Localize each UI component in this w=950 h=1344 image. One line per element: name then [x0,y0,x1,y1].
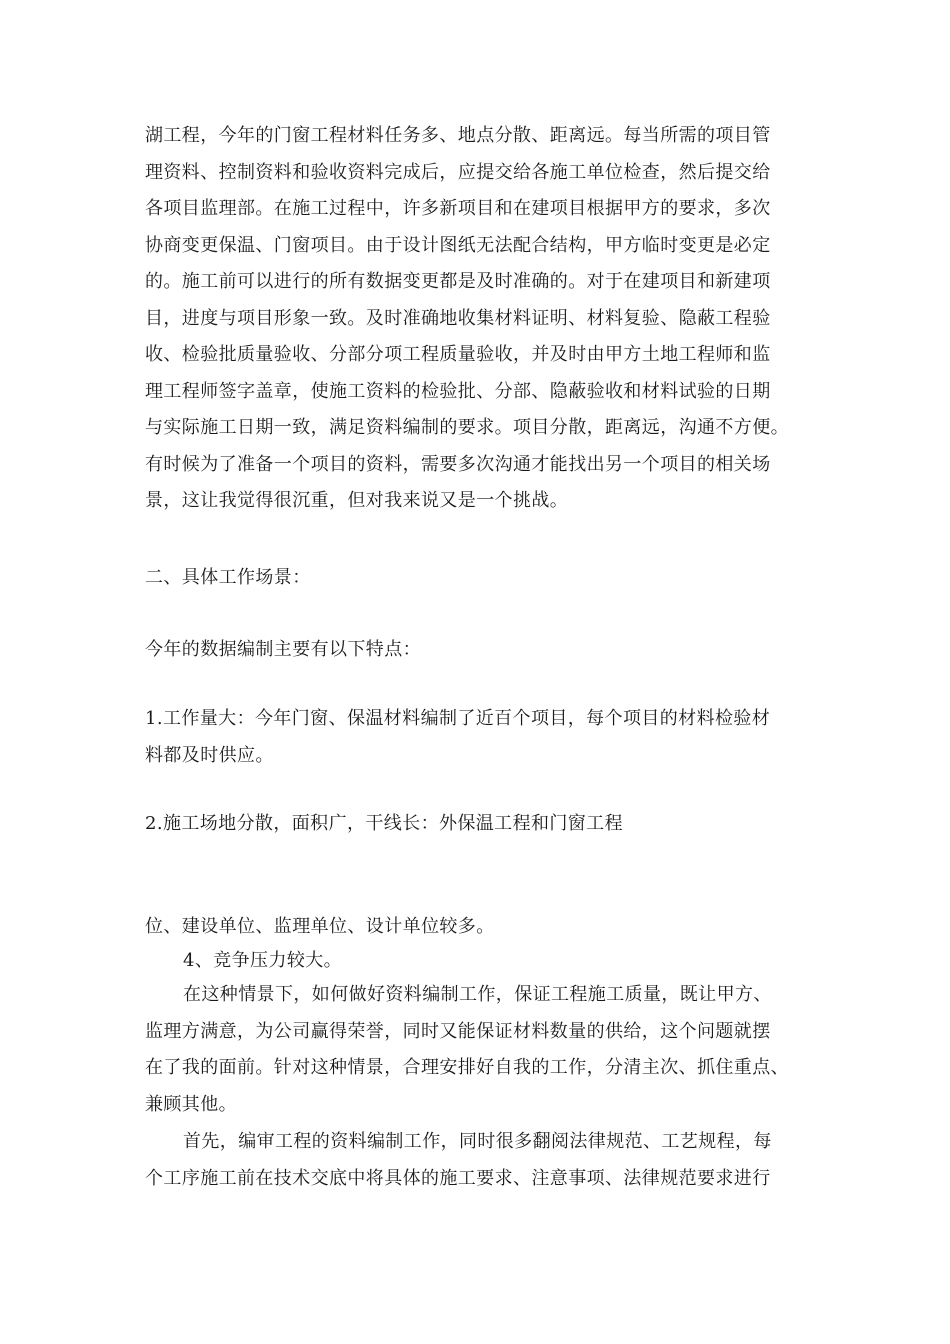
section-heading [145,560,810,597]
text-line: 4、竞争压力较大。 [183,950,343,971]
text-line: 位、建设单位、监理单位、设计单位较多。 [145,916,495,937]
text-line: 与实际施工日期一致，满足资料编制的要求。项目分散，距离远，沟通不方便。 [145,417,789,438]
text-line: 在这种情景下，如何做好资料编制工作，保证工程施工质量，既让甲方、 [183,984,772,1005]
text-line: 理资料、控制资料和验收资料完成后，应提交给各施工单位检查，然后提交给 [145,161,771,183]
intro-paragraph [145,632,810,669]
text-line: 协商变更保温、门窗项目。由于设计图纸无法配合结构，甲方临时变更是必定 [145,234,771,256]
text-line: 2.施工场地分散，面积广，干线长：外保温工程和门窗工程 [145,813,623,834]
text-line: 监理方满意，为公司赢得荣誉，同时又能保证材料数量的供给，这个问题就摆 [145,1020,771,1042]
list-item-workload [145,701,810,774]
text-line: 1.工作量大：今年门窗、保温材料编制了近百个项目，每个项目的材料检验材 [145,708,771,729]
paragraph-project-materials [145,118,810,520]
text-line: 在了我的面前。针对这种情景，合理安排好自我的工作，分清主次、抓住重点、 [145,1057,789,1078]
text-line: 有时候为了准备一个项目的资料，需要多次沟通才能找出另一个项目的相关场 [145,453,771,475]
text-line: 首先，编审工程的资料编制工作，同时很多翻阅法律规范、工艺规程，每 [183,1131,772,1152]
text-line: 兼顾其他。 [145,1093,237,1115]
intro-text: 今年的数据编制主要有以下特点： [145,639,421,660]
text-line: 湖工程，今年的门窗工程材料任务多、地点分散、距离远。每当所需的项目管 [145,125,771,146]
text-line: 目，进度与项目形象一致。及时准确地收集材料证明、材料复验、隐蔽工程验 [145,307,771,329]
text-line: 个工序施工前在技术交底中将具体的施工要求、注意事项、法律规范要求进行 [145,1167,771,1189]
paragraph-first [145,1124,810,1197]
section-heading-text: 二、具体工作场景： [145,567,311,588]
text-line: 景，这让我觉得很沉重，但对我来说又是一个挑战。 [145,490,569,511]
list-item-competition [145,945,810,977]
paragraph-situation [145,977,810,1123]
text-line: 的。施工前可以进行的所有数据变更都是及时准确的。对于在建项目和新建项 [145,271,771,292]
text-line: 各项目监理部。在施工过程中，许多新项目和在建项目根据甲方的要求，多次 [145,198,771,219]
text-line: 料都及时供应。 [145,744,274,766]
text-line: 收、检验批质量验收、分部分项工程质量验收，并及时由甲方土地工程师和监 [145,344,771,365]
list-item-sites [145,806,810,843]
text-line: 理工程师签字盖章，使施工资料的检验批、分部、隐蔽验收和材料试验的日期 [145,380,771,402]
list-continuation [145,911,810,943]
